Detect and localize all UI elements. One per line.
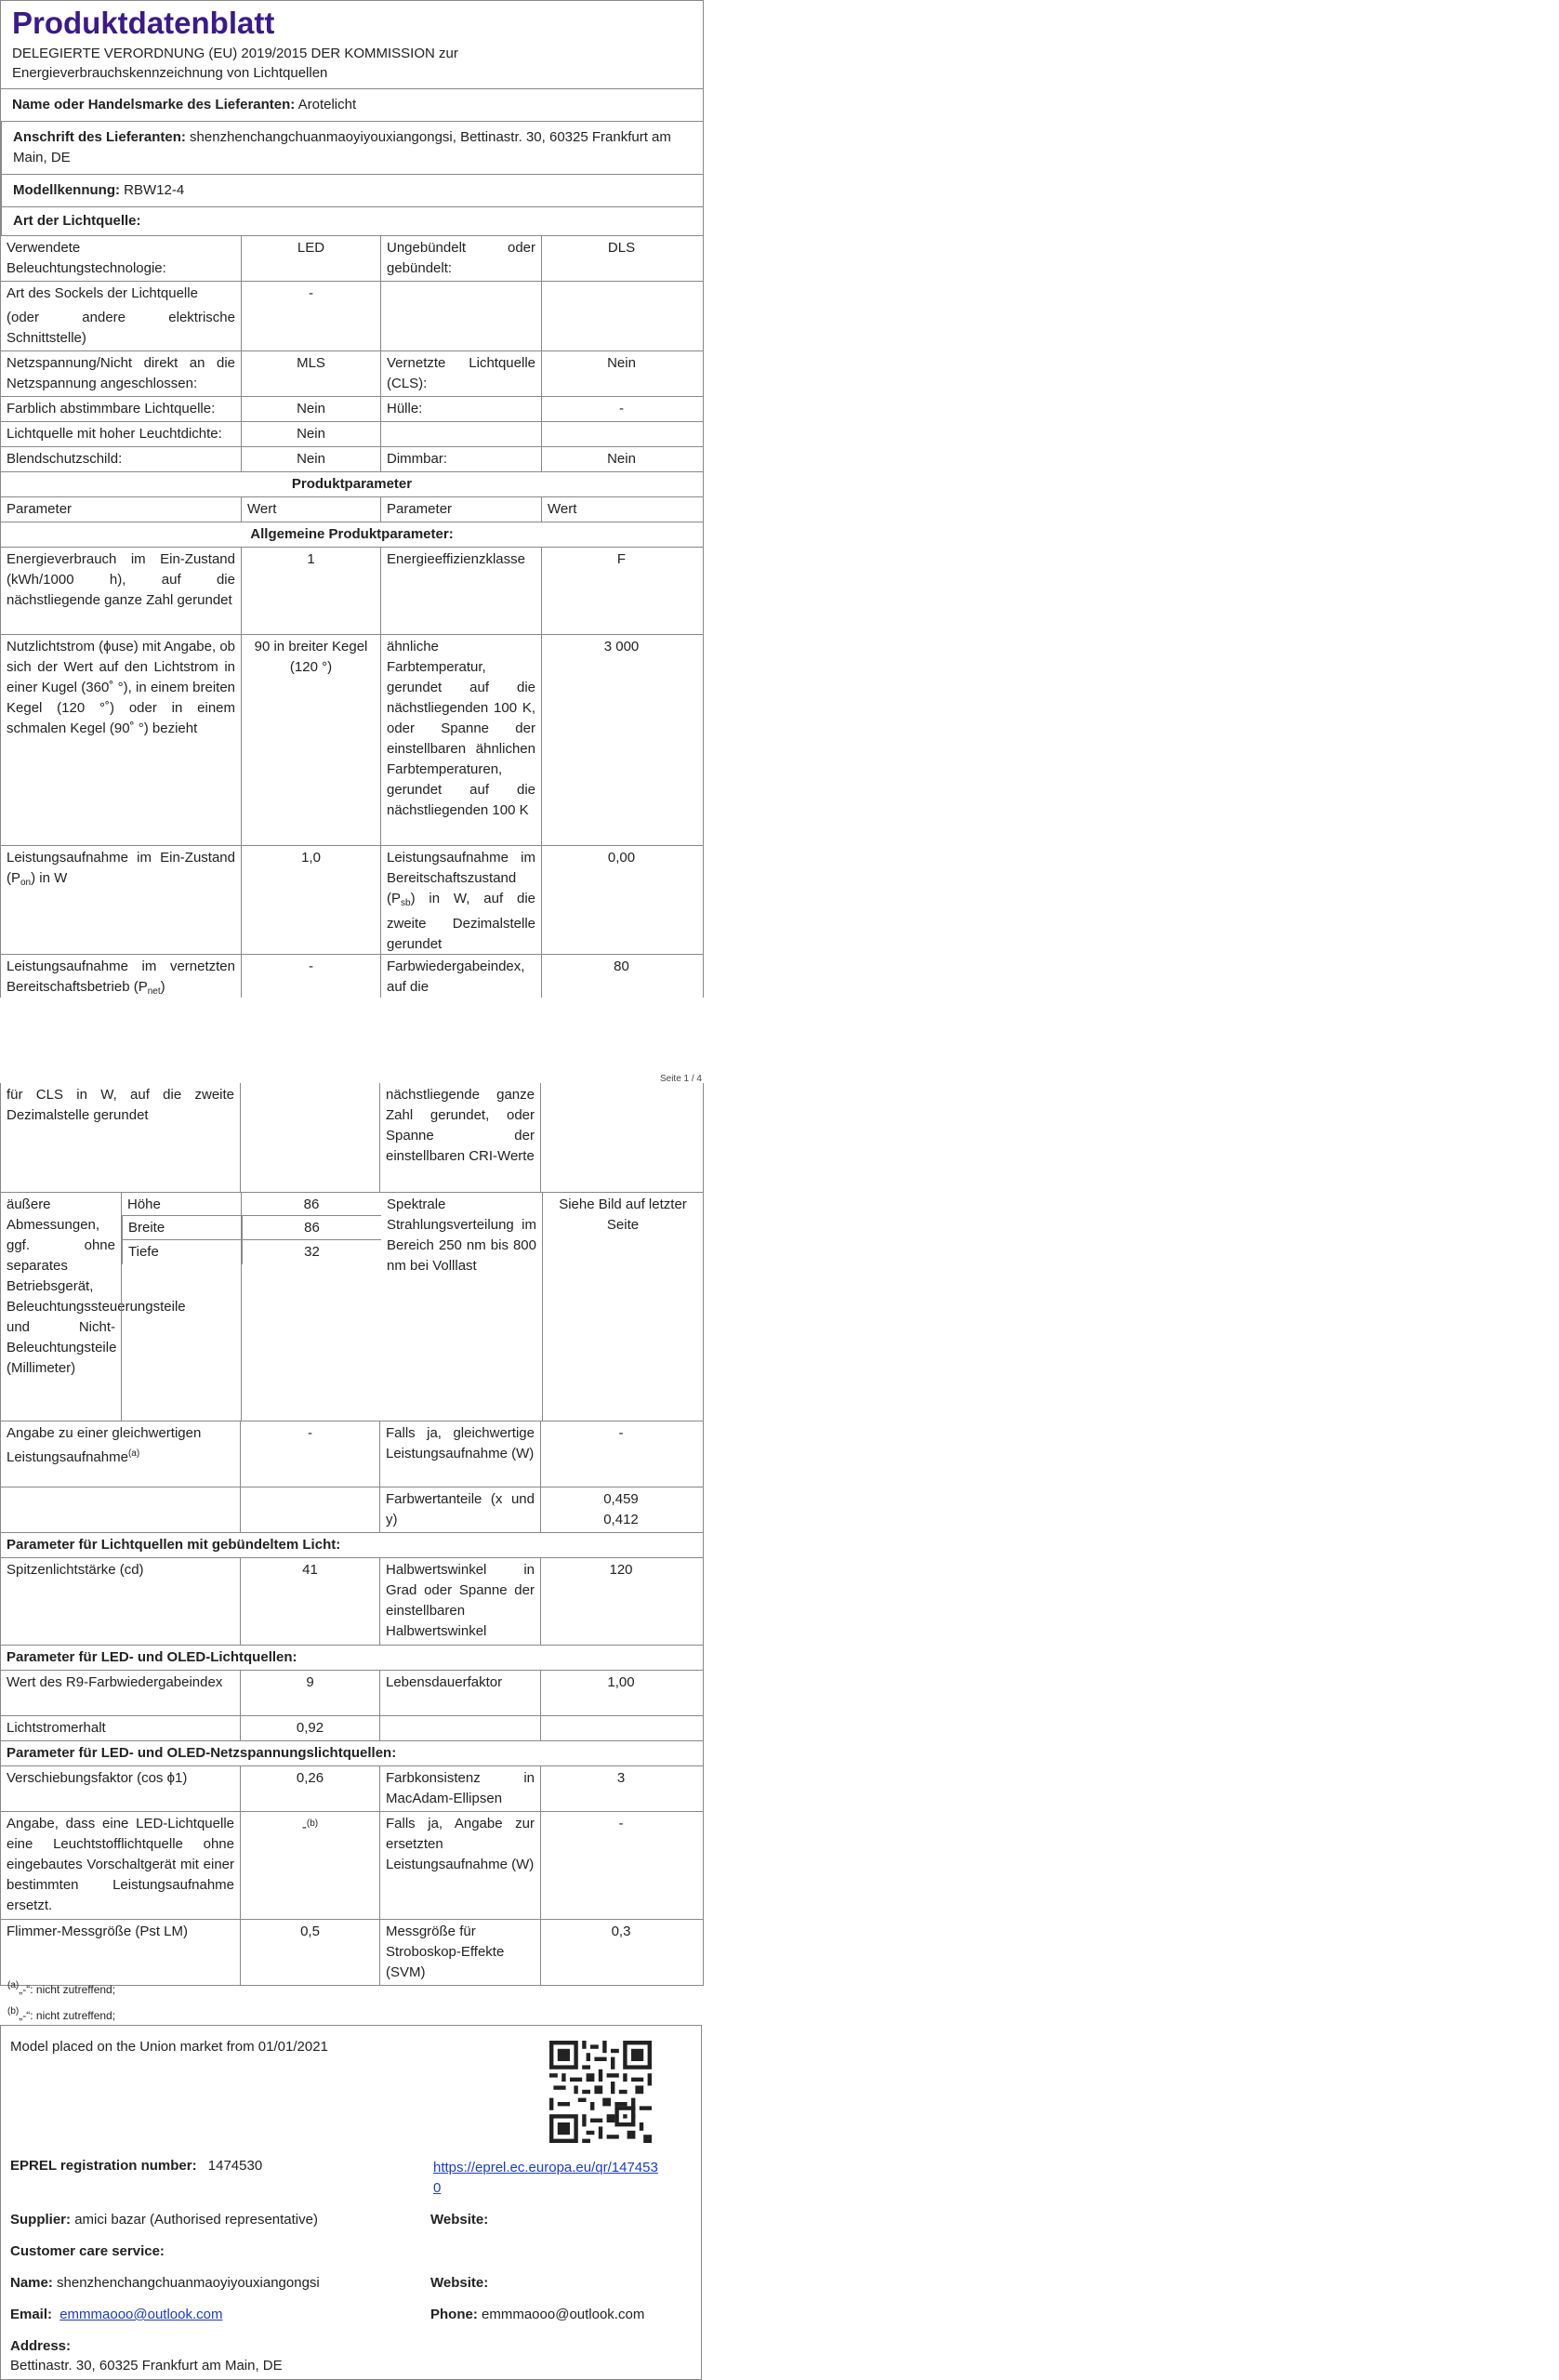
light-type-row	[1, 236, 703, 282]
retrofit-label: Angabe, dass eine LED-Lichtquelle eine Leuchtstofflichtquelle ohne eingebautes Vorschaltgerät mit einer bestimmten Leistungsaufnahme ersetzt.	[7, 1816, 234, 1913]
cct-label: ähnliche Farbtemperatur, gerundet auf die nächstliegenden 100 K, oder Spanne der einstellbaren ähnlichen Farbtemperaturen, gerundet auf die nächstliegenden 100 K	[380, 635, 541, 845]
light-type-row	[1, 447, 703, 472]
page-number: Seite 1 / 4	[659, 1074, 702, 1084]
params-column-header	[1, 497, 703, 522]
chromaticity-value	[540, 1488, 701, 1532]
mains-heading: Parameter für LED- und OLED-Netzspannungslichtquellen:	[1, 1741, 703, 1766]
psb-label	[380, 846, 541, 954]
equiv-power-value: -	[540, 1421, 701, 1487]
supplier-name-value: Arotelicht	[297, 97, 357, 112]
param-label: Blendschutzschild:	[7, 451, 123, 467]
light-type-row	[1, 397, 703, 422]
model-value: RBW12-4	[124, 182, 185, 198]
param-value: Nein	[241, 397, 380, 421]
param-row	[1, 846, 703, 955]
eprel-reg-value: 1474530	[207, 2158, 263, 2174]
pnet-subscript: net	[147, 986, 161, 997]
dimensions-label: äußere Abmessungen, ggf. ohne separates Betriebsgerät, Beleuchtungssteuerungsteile und Nicht-Beleuchtungsteile (Millimeter)	[7, 1197, 186, 1376]
pnet-label-cont: für CLS in W, auf die zweite Dezimalstelle gerundet	[7, 1087, 234, 1123]
empty-cell	[379, 1716, 540, 1740]
socket-label: Art des Sockels der Lichtquelle	[7, 285, 198, 301]
product-params-heading: Produktparameter	[1, 472, 703, 497]
flicker-value: 0,5	[240, 1920, 379, 1985]
retrofit-value	[240, 1812, 379, 1919]
supplier-name-label: Name oder Handelsmarke des Lieferanten:	[12, 97, 296, 112]
pon-subscript: on	[20, 878, 32, 888]
param-label	[380, 282, 541, 350]
care-name-label: Name:	[10, 2275, 53, 2291]
pnet-value: -	[241, 955, 380, 998]
depth-label: Tiefe	[122, 1240, 241, 1264]
care-address-label: Address:	[10, 2338, 72, 2354]
light-type-heading: Art der Lichtquelle:	[1, 207, 703, 236]
param-value	[541, 282, 701, 350]
peak-intensity-value: 41	[240, 1558, 379, 1645]
beam-angle-value: 120	[540, 1558, 701, 1645]
col-parameter: Parameter	[7, 501, 73, 517]
cri-value: 80	[541, 955, 701, 998]
supplier-address-value: shenzhenchangchuanmaoyiyouxiangongsi, Bettinastr. 30, 60325 Frankfurt am Main, DE	[13, 129, 671, 165]
care-address-value: Bettinastr. 30, 60325 Frankfurt am Main, DE	[10, 2358, 283, 2373]
psb-text-end: ) in W, auf die zweite Dezimalstelle gerundet	[387, 891, 535, 952]
param-row	[1, 1083, 703, 1193]
energy-class-label: Energieeffizienzklasse	[380, 548, 541, 634]
col-parameter: Parameter	[380, 497, 541, 522]
pon-text-end: ) in W	[31, 870, 68, 886]
param-label: Hülle:	[380, 397, 541, 421]
param-row	[1, 1812, 703, 1920]
param-label	[1, 282, 241, 350]
chromaticity-x: 0,459	[603, 1491, 639, 1507]
height-value: 86	[242, 1193, 381, 1216]
retrofit-dash: -	[301, 1819, 307, 1835]
flicker-label: Flimmer-Messgröße (Pst LM)	[7, 1924, 189, 1939]
param-row	[1, 548, 703, 635]
supplier-address-row	[1, 122, 703, 175]
col-value: Wert	[241, 497, 380, 522]
energy-class-value: F	[541, 548, 701, 634]
energy-use-value: 1	[241, 548, 380, 634]
cri-label-cont: nächstliegende ganze Zahl gerundet, oder Spanne der einstellbaren CRI-Werte	[379, 1083, 540, 1192]
care-name-value: shenzhenchangchuanmaoyiyouxiangongsi	[57, 2275, 320, 2291]
care-email-row	[10, 2307, 223, 2322]
energy-use-label: Energieverbrauch im Ein-Zustand (kWh/1000 h), auf die nächstliegende ganze Zahl gerundet	[7, 551, 235, 608]
supplier-address-label: Anschrift des Lieferanten:	[13, 129, 186, 145]
header-block	[1, 1, 703, 89]
model-row	[1, 175, 703, 207]
footnote-mark-b: (b)	[306, 1818, 319, 1829]
param-label: Dimmbar:	[380, 447, 541, 471]
footnote-a-text: „-“: nicht zutreffend;	[19, 1983, 116, 1996]
psb-text: Leistungsaufnahme im Bereitschaftszustand (P	[387, 850, 535, 906]
width-value: 86	[242, 1216, 381, 1240]
pnet-text: Leistungsaufnahme im vernetzten Bereitschaftsbetrieb (P	[7, 959, 235, 995]
sheet-page-2	[0, 1083, 704, 1986]
param-row	[1, 1671, 703, 1716]
footnote-b	[7, 2001, 115, 2027]
param-value: MLS	[241, 351, 380, 396]
footnote-b-mark: (b)	[7, 2006, 20, 2016]
beam-angle-label: Halbwertswinkel in Grad oder Spanne der einstellbaren Halbwertswinkel	[379, 1558, 540, 1645]
param-value: LED	[241, 236, 380, 281]
r9-value: 9	[240, 1671, 379, 1715]
dimensions-sublabels	[121, 1193, 241, 1421]
lumen-maint-value: 0,92	[240, 1716, 379, 1740]
supplier-value: amici bazar (Authorised representative)	[74, 2212, 318, 2228]
care-phone-label: Phone:	[430, 2307, 478, 2322]
model-label: Modellkennung:	[13, 182, 120, 198]
chromaticity-y: 0,412	[603, 1512, 639, 1527]
lumen-maint-label: Lichtstromerhalt	[7, 1720, 106, 1736]
chromaticity-label: Farbwertanteile (x und y)	[379, 1488, 540, 1532]
regulation-subtitle: DELEGIERTE VERORDNUNG (EU) 2019/2015 DER KOMMISSION zur Energieverbrauchskennzeichnung von Lichtquellen	[12, 46, 458, 81]
led-heading: Parameter für LED- und OLED-Lichtquellen:	[1, 1646, 703, 1671]
param-value: Nein	[241, 447, 380, 471]
market-date: Model placed on the Union market from 01/01/2021	[10, 2039, 328, 2055]
param-value: -	[241, 282, 380, 350]
sheet-page-1	[0, 0, 704, 998]
dimensions-values	[241, 1193, 381, 1421]
param-row	[1, 1558, 703, 1646]
param-label	[380, 422, 541, 446]
width-label: Breite	[122, 1216, 241, 1240]
cri-value-cont	[540, 1083, 701, 1192]
height-label: Höhe	[122, 1193, 241, 1216]
socket-label-note: (oder andere elektrische Schnittstelle)	[7, 310, 235, 346]
equiv-power-label: Falls ja, gleichwertige Leistungsaufnahme (W)	[379, 1421, 540, 1487]
empty-cell	[540, 1716, 701, 1740]
cri-label: Farbwiedergabeindex, auf die	[380, 955, 541, 998]
cct-value: 3 000	[541, 635, 701, 845]
cos-phi-value: 0,26	[240, 1766, 379, 1811]
svm-label: Messgröße für Stroboskop-Effekte (SVM)	[379, 1920, 540, 1985]
eprel-reg-row	[10, 2158, 262, 2174]
care-email-link[interactable]: emmmaooo@outlook.com	[59, 2307, 223, 2322]
footnote-mark-a: (a)	[127, 1448, 140, 1459]
page-title: Produktdatenblatt	[12, 6, 275, 40]
footnote-b-text: „-“: nicht zutreffend;	[19, 2009, 116, 2022]
spectral-label: Spektrale Strahlungsverteilung im Bereich 250 nm bis 800 nm bei Volllast	[387, 1197, 536, 1274]
eprel-block	[0, 2025, 702, 2380]
footnotes	[7, 1975, 115, 2027]
pnet-value-cont	[240, 1083, 379, 1192]
param-row	[1, 1421, 703, 1488]
param-label: Lichtquelle mit hoher Leuchtdichte:	[7, 426, 222, 442]
care-phone-row	[430, 2307, 644, 2322]
param-label: Verwendete Beleuchtungstechnologie:	[7, 240, 166, 276]
peak-intensity-label: Spitzenlichtstärke (cd)	[7, 1562, 144, 1578]
pon-label	[1, 846, 241, 954]
eprel-reg-label: EPREL registration number:	[10, 2158, 197, 2174]
care-name-row	[10, 2275, 320, 2291]
pon-value: 1,0	[241, 846, 380, 954]
footnote-a	[7, 1975, 115, 2001]
macadam-value: 3	[540, 1766, 701, 1811]
param-label: Netzspannung/Nicht direkt an die Netzspannung angeschlossen:	[7, 355, 235, 391]
website-label: Website:	[430, 2212, 489, 2228]
cos-phi-label: Verschiebungsfaktor (cos ϕ1)	[7, 1770, 188, 1786]
light-type-row	[1, 422, 703, 447]
param-row	[1, 1488, 703, 1533]
pnet-label	[1, 955, 241, 998]
depth-value: 32	[242, 1240, 381, 1264]
param-label: Vernetzte Lichtquelle (CLS):	[380, 351, 541, 396]
directional-heading: Parameter für Lichtquellen mit gebündeltem Licht:	[1, 1533, 703, 1558]
param-value	[541, 422, 701, 446]
light-type-row	[1, 282, 703, 351]
psb-subscript: sb	[401, 898, 411, 908]
dimensions-row	[1, 1193, 703, 1421]
retrofit-power-label: Falls ja, Angabe zur ersetzten Leistungsaufnahme (W)	[379, 1812, 540, 1919]
svm-value: 0,3	[540, 1920, 701, 1985]
pon-text: Leistungsaufnahme im Ein-Zustand (P	[7, 850, 235, 886]
col-value: Wert	[541, 497, 701, 522]
param-value: -	[541, 397, 701, 421]
param-value: Nein	[541, 351, 701, 396]
macadam-label: Farbkonsistenz in MacAdam-Ellipsen	[379, 1766, 540, 1811]
equiv-text: Angabe zu einer gleichwertigen Leistungsaufnahme	[7, 1425, 202, 1465]
empty-cell	[240, 1488, 379, 1532]
param-value: DLS	[541, 236, 701, 281]
light-type-row	[1, 351, 703, 397]
equiv-label	[1, 1421, 240, 1487]
supplier-label: Supplier:	[10, 2212, 72, 2228]
equiv-value: -	[240, 1421, 379, 1487]
flux-label: Nutzlichtstrom (ϕuse) mit Angabe, ob sich der Wert auf den Lichtstrom in einer Kugel (360˚ °), in einem breiten Kegel (120 °˚) oder in einem schmalen Kegel (90˚ °) bezieht	[7, 639, 235, 736]
supplier-row	[10, 2212, 318, 2228]
qr-code-icon[interactable]	[549, 2041, 652, 2143]
param-label: Ungebündelt oder gebündelt:	[380, 236, 541, 281]
param-row-partial	[1, 955, 703, 998]
care-phone-value: emmmaooo@outlook.com	[482, 2307, 645, 2322]
retrofit-power-value: -	[540, 1812, 701, 1919]
eprel-link[interactable]: https://eprel.ec.europa.eu/qr/1474530	[433, 2160, 658, 2196]
param-label: Farblich abstimmbare Lichtquelle:	[7, 401, 216, 416]
survival-value: 1,00	[540, 1671, 701, 1715]
empty-cell	[1, 1488, 240, 1532]
r9-label: Wert des R9-Farbwiedergabeindex	[7, 1674, 223, 1690]
param-row	[1, 1716, 703, 1741]
param-row	[1, 635, 703, 846]
flux-value: 90 in breiter Kegel (120 °)	[241, 635, 380, 845]
param-value: Nein	[241, 422, 380, 446]
care-email-label: Email:	[10, 2307, 53, 2322]
psb-value: 0,00	[541, 846, 701, 954]
general-params-heading: Allgemeine Produktparameter:	[1, 522, 703, 548]
customer-care-label: Customer care service:	[10, 2243, 165, 2259]
care-website-label: Website:	[430, 2275, 489, 2291]
survival-label: Lebensdauerfaktor	[379, 1671, 540, 1715]
param-value: Nein	[541, 447, 701, 471]
supplier-name-row	[1, 89, 703, 122]
pnet-text-end: )	[160, 979, 165, 995]
param-row	[1, 1766, 703, 1812]
footnote-a-mark: (a)	[7, 1980, 20, 1990]
spectral-value: Siehe Bild auf letzter Seite	[542, 1193, 703, 1421]
